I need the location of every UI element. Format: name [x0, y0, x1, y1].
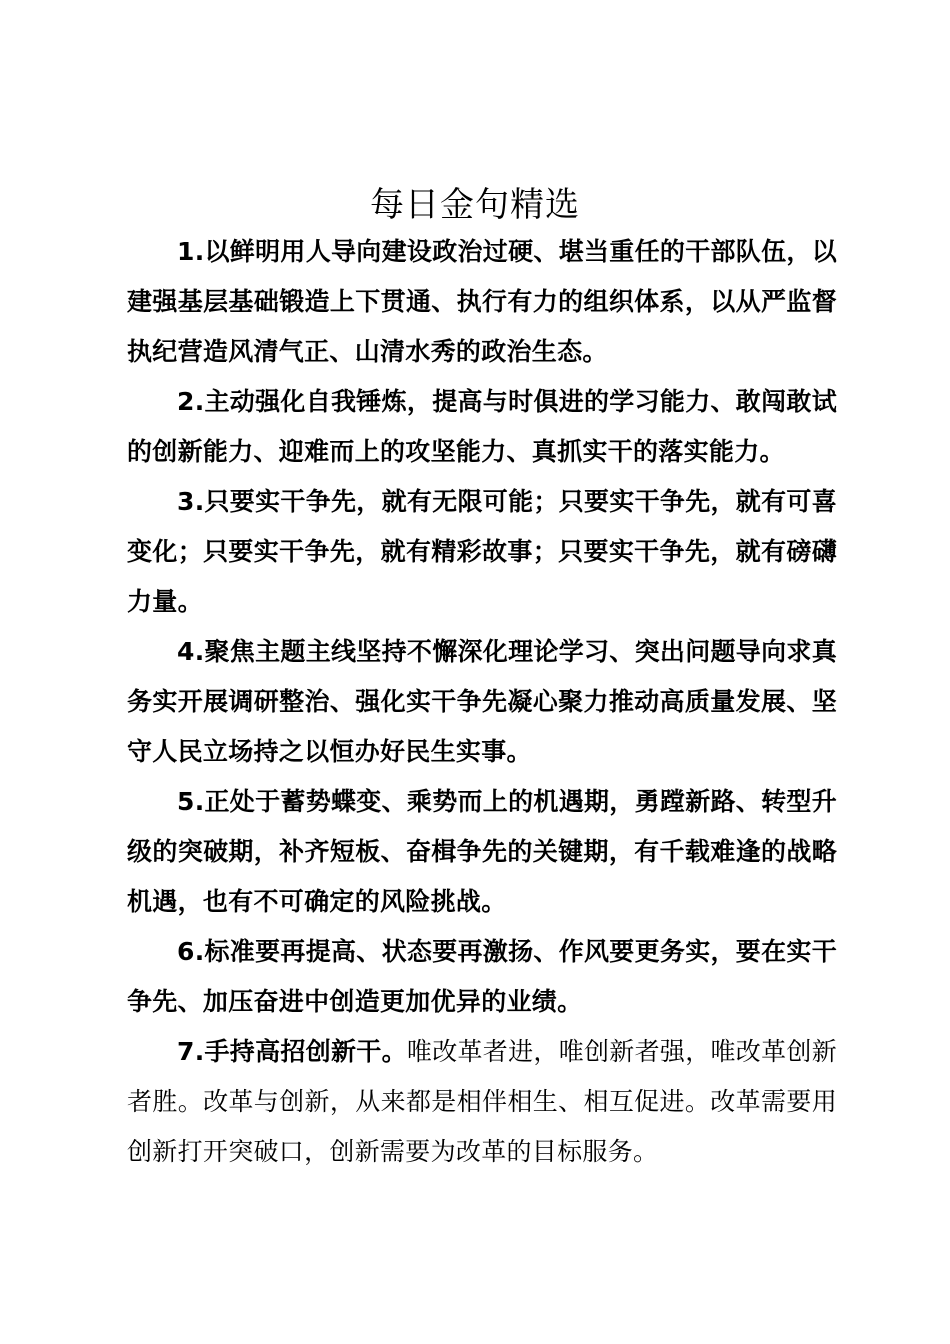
paragraph-3-bold-text: 3.只要实干争先，就有无限可能；只要实干争先，就有可喜变化；只要实干争先，就有精彩故事；只要实干争先，就有磅礴力量。	[127, 487, 837, 616]
paragraph-2-bold-text: 2.主动强化自我锤炼，提高与时俱进的学习能力、敢闯敢试的创新能力、迎难而上的攻坚能力、真抓实干的落实能力。	[127, 387, 837, 466]
paragraph-6	[127, 927, 837, 1027]
paragraph-4-bold-text: 4.聚焦主题主线坚持不懈深化理论学习、突出问题导向求真务实开展调研整治、强化实干争先凝心聚力推动高质量发展、坚守人民立场持之以恒办好民生实事。	[127, 637, 837, 766]
document-body	[127, 227, 837, 1177]
paragraph-5	[127, 777, 837, 927]
paragraph-5-bold-text: 5.正处于蓄势蝶变、乘势而上的机遇期，勇蹚新路、转型升级的突破期，补齐短板、奋楫争先的关键期，有千载难逢的战略机遇，也有不可确定的风险挑战。	[127, 787, 837, 916]
paragraph-3	[127, 477, 837, 627]
paragraph-6-bold-text: 6.标准要再提高、状态要再激扬、作风要更务实，要在实干争先、加压奋进中创造更加优异的业绩。	[127, 937, 837, 1016]
paragraph-1-bold-text: 1.以鲜明用人导向建设政治过硬、堪当重任的干部队伍，以建强基层基础锻造上下贯通、执行有力的组织体系，以从严监督执纪营造风清气正、山清水秀的政治生态。	[127, 237, 837, 366]
paragraph-7-normal-text: 唯改革者进，唯创新者强，唯改革创新者胜。改革与创新，从来都是相伴相生、相互促进。改革需要用创新打开突破口，创新需要为改革的目标服务。	[127, 1037, 838, 1166]
document-title: 每日金句精选	[370, 185, 580, 225]
paragraph-4	[127, 627, 837, 777]
paragraph-7-bold-text: 7.手持高招创新干。	[177, 1037, 407, 1066]
paragraph-2	[127, 377, 837, 477]
paragraph-1	[127, 227, 837, 377]
paragraph-7	[127, 1027, 837, 1177]
